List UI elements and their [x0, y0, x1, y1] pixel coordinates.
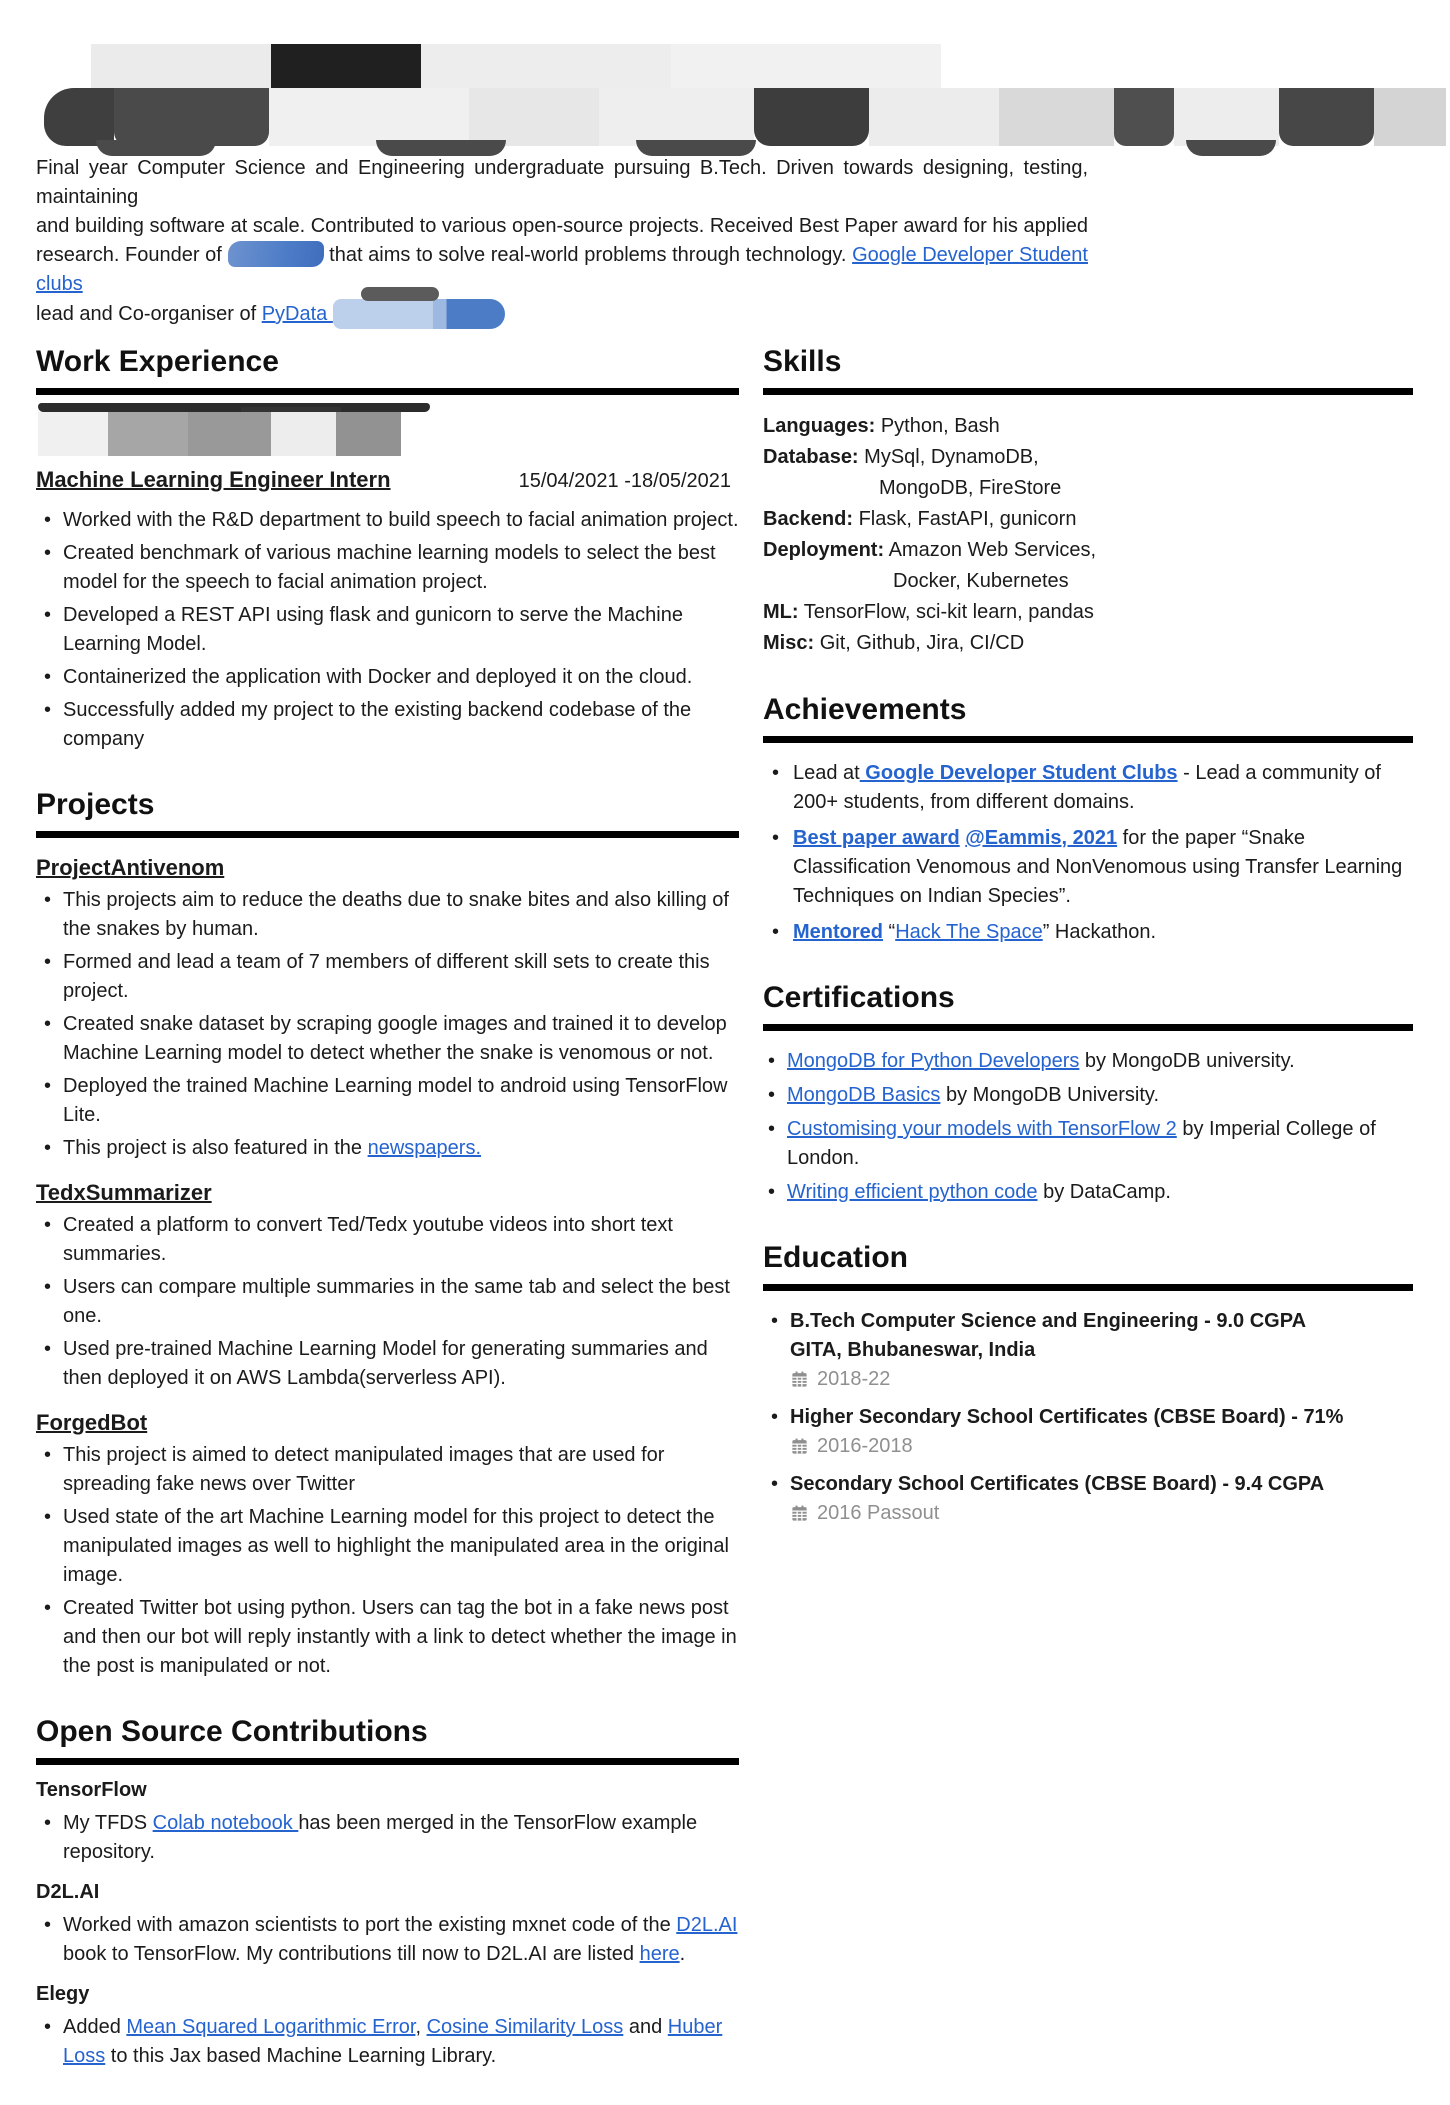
skill-value: TensorFlow, sci-kit learn, pandas: [803, 601, 1094, 623]
redacted-block: [999, 88, 1114, 146]
bullet-item: [763, 1081, 1413, 1110]
text-run: Lead at: [793, 762, 860, 784]
text-run: for the paper “Snake Classification Venomous and NonVenomous using Transfer Learning Techniques on Indian Species”.: [793, 827, 1403, 907]
project-title: ProjectAntivenom: [36, 855, 225, 880]
link[interactable]: Cosine Similarity Loss: [426, 2016, 624, 2038]
redacted-block: [469, 88, 599, 146]
text-run: has been merged in the TensorFlow example repository.: [63, 1812, 698, 1863]
link[interactable]: Mean Squared Logarithmic Error: [126, 2016, 416, 2038]
bullet-item: • Worked with the R&D department to build speech to facial animation project.: [36, 506, 739, 535]
redacted-block: [1186, 140, 1276, 156]
work-experience-section: [36, 345, 739, 754]
redacted-block: [44, 88, 114, 146]
text-run: that aims to solve real-world problems through technology.: [323, 244, 853, 266]
certifications-list: [763, 1047, 1413, 1207]
project-bullet-list: [36, 1211, 739, 1393]
skill-value: MySql, DynamoDB,: [864, 446, 1039, 468]
bullet-item: • Created a platform to convert Ted/Tedx youtube videos into short text summaries.: [36, 1211, 739, 1269]
education-degree: • B.Tech Computer Science and Engineering - 9.0 CGPA: [790, 1310, 1307, 1332]
link[interactable]: Hack The Space: [895, 921, 1043, 943]
oss-project-name: D2L.AI: [36, 1881, 100, 1903]
summary-line: [36, 154, 1088, 212]
redacted-block: [1279, 88, 1374, 146]
section-rule: [36, 831, 739, 838]
section-rule: [763, 736, 1413, 743]
skill-row: [763, 535, 1413, 566]
left-column: [36, 345, 739, 2105]
link[interactable]: Google Developer Student clubs: [36, 244, 1088, 295]
text-run: by MongoDB University.: [940, 1084, 1159, 1106]
bullet-item: [36, 1809, 739, 1867]
link[interactable]: MongoDB for Python Developers: [787, 1050, 1080, 1072]
profile-summary: [36, 154, 1088, 329]
project-bullet-list: [36, 1441, 739, 1681]
redacted-block: [754, 88, 869, 146]
oss-bullet-list: [36, 2013, 739, 2071]
bullet-item: [763, 1047, 1413, 1076]
bullet-item: [763, 918, 1413, 947]
education-date-row: [790, 1499, 1413, 1528]
bullet-item: • Containerized the application with Docker and deployed it on the cloud.: [36, 663, 739, 692]
text-run: ,: [415, 2016, 427, 2038]
redacted-text: [228, 241, 324, 267]
certifications-section: [763, 981, 1413, 1207]
link[interactable]: Writing efficient python code: [787, 1181, 1038, 1203]
redacted-block: [38, 403, 430, 412]
skill-label: Backend:: [763, 508, 854, 530]
text-run: by Imperial College of London.: [787, 1118, 1376, 1169]
education-date-row: [790, 1365, 1413, 1394]
bullet-item: • Created benchmark of various machine learning models to select the best model for the speech to facial animation project.: [36, 539, 739, 597]
redacted-block: [636, 140, 756, 156]
section-rule: [763, 388, 1413, 395]
job-title: Machine Learning Engineer Intern: [36, 467, 391, 492]
redacted-block: [599, 88, 754, 146]
section-rule: [36, 388, 739, 395]
summary-line: [36, 299, 1088, 329]
work-bullet-list: [36, 506, 739, 754]
link[interactable]: MongoDB Basics: [787, 1084, 941, 1106]
achievements-section: [763, 693, 1413, 947]
section-title: Open Source Contributions: [36, 1715, 428, 1748]
link[interactable]: Mentored: [793, 921, 883, 943]
job-header: [36, 465, 739, 496]
skill-row: [763, 411, 1413, 442]
redacted-employer: [36, 403, 436, 457]
section-title: Certifications: [763, 981, 955, 1014]
project-forgedbot: [36, 1409, 739, 1681]
oss-elegy: [36, 1981, 739, 2071]
education-date: 2016-2018: [817, 1435, 913, 1457]
bullet-item: • This project is aimed to detect manipulated images that are used for spreading fake news over Twitter: [36, 1441, 739, 1499]
skill-label: Misc:: [763, 632, 815, 654]
skill-value: Flask, FastAPI, gunicorn: [858, 508, 1077, 530]
education-date: 2018-22: [817, 1368, 891, 1390]
text-run: “: [883, 921, 896, 943]
skill-label: ML:: [763, 601, 799, 623]
redacted-block: [96, 140, 216, 156]
text-run: Worked with amazon scientists to port the existing mxnet code of the: [63, 1914, 677, 1936]
redacted-block: [38, 412, 108, 456]
bullet-item: • This projects aim to reduce the deaths due to snake bites and also killing of the snakes by human.: [36, 886, 739, 944]
bullet-item: [763, 824, 1413, 911]
redacted-block: [108, 412, 188, 456]
link[interactable]: @Eammis, 2021: [965, 827, 1118, 849]
skill-label: Languages:: [763, 415, 876, 437]
text-run: by DataCamp.: [1037, 1181, 1171, 1203]
bullet-item: • Used pre-trained Machine Learning Model for generating summaries and then deployed it on AWS Lambda(serverless API).: [36, 1335, 739, 1393]
text-run: My TFDS: [63, 1812, 153, 1834]
redacted-block: [1114, 88, 1174, 146]
link[interactable]: Customising your models with TensorFlow 2: [787, 1118, 1177, 1140]
redacted-header: [36, 0, 1415, 150]
section-title: Education: [763, 1241, 909, 1274]
right-column: [763, 345, 1413, 1562]
skill-row: [763, 597, 1413, 628]
text-run: ” Hackathon.: [1042, 921, 1157, 943]
bullet-item: • Used state of the art Machine Learning model for this project to detect the manipulated images as well to highlight the manipulated area in the original image.: [36, 1503, 739, 1590]
link[interactable]: Google Developer Student Clubs: [859, 762, 1178, 784]
bullet-item: • Successfully added my project to the existing backend codebase of the company: [36, 696, 739, 754]
bullet-item: [36, 1134, 739, 1163]
text-run: and: [623, 2016, 668, 2038]
redacted-text: [333, 299, 505, 329]
summary-line: [36, 212, 1088, 241]
education-degree: • Higher Secondary School Certificates (CBSE Board) - 71%: [790, 1406, 1344, 1428]
project-title: ForgedBot: [36, 1410, 148, 1435]
text-run: and building software at scale. Contributed to various open-source projects. Received Best Paper award for his applied: [36, 215, 1088, 237]
redacted-block: [271, 412, 336, 456]
section-title: Achievements: [763, 693, 967, 726]
redacted-block: [114, 88, 269, 146]
oss-d2lai: [36, 1879, 739, 1969]
bullet-item: • Deployed the trained Machine Learning model to android using TensorFlow Lite.: [36, 1072, 739, 1130]
link[interactable]: Best paper award: [793, 827, 960, 849]
project-bullet-list: [36, 886, 739, 1163]
summary-line: [36, 241, 1088, 299]
bullet-item: [763, 1115, 1413, 1173]
skill-row: [763, 566, 1413, 597]
link[interactable]: here: [639, 1943, 680, 1965]
skill-row: [763, 504, 1413, 535]
section-rule: [763, 1284, 1413, 1291]
job-dates: 15/04/2021 -18/05/2021: [518, 470, 731, 492]
text-run: lead and Co-organiser of: [36, 303, 262, 325]
link[interactable]: PyData: [261, 303, 333, 325]
text-run: - Lead a community of 200+ students, from different domains.: [793, 762, 1381, 813]
open-source-section: [36, 1715, 739, 2071]
text-run: to this Jax based Machine Learning Library.: [105, 2045, 497, 2067]
redacted-block: [188, 412, 271, 456]
education-list: [763, 1307, 1413, 1528]
achievements-list: [763, 759, 1413, 947]
education-section: [763, 1241, 1413, 1528]
projects-section: [36, 788, 739, 1681]
oss-project-name: TensorFlow: [36, 1779, 147, 1801]
skill-row: [763, 628, 1413, 659]
bullet-item: [763, 759, 1413, 817]
oss-tensorflow: [36, 1777, 739, 1867]
calendar-icon: [790, 1504, 809, 1523]
redacted-block: [1374, 88, 1446, 146]
skill-value: Git, Github, Jira, CI/CD: [819, 632, 1025, 654]
calendar-icon: [790, 1370, 809, 1389]
redacted-block: [336, 412, 401, 456]
link[interactable]: Colab notebook: [152, 1812, 299, 1834]
skill-value: Python, Bash: [880, 415, 1000, 437]
text-run: by MongoDB university.: [1079, 1050, 1295, 1072]
education-school: GITA, Bhubaneswar, India: [790, 1339, 1036, 1361]
redacted-block: [869, 88, 999, 146]
skill-row: [763, 442, 1413, 473]
bullet-item: [36, 1911, 739, 1969]
bullet-item: • Users can compare multiple summaries in the same tab and select the best one.: [36, 1273, 739, 1331]
redacted-block: [1174, 88, 1279, 146]
section-title: Projects: [36, 788, 155, 821]
bullet-item: • Created snake dataset by scraping google images and trained it to develop Machine Learning model to detect whether the snake is venomous or not.: [36, 1010, 739, 1068]
education-entry: [763, 1403, 1413, 1461]
skill-label: Database:: [763, 446, 859, 468]
section-title: Skills: [763, 345, 842, 378]
skill-row: [763, 473, 1413, 504]
project-tedxsummarizer: [36, 1179, 739, 1393]
bullet-item: [763, 1178, 1413, 1207]
education-date: 2016 Passout: [817, 1502, 940, 1524]
section-title: Work Experience: [36, 345, 279, 378]
text-run: .: [679, 1943, 686, 1965]
bullet-item: • Formed and lead a team of 7 members of different skill sets to create this project.: [36, 948, 739, 1006]
text-run: This project is also featured in the: [63, 1137, 368, 1159]
bullet-item: • Developed a REST API using flask and gunicorn to serve the Machine Learning Model.: [36, 601, 739, 659]
education-date-row: [790, 1432, 1413, 1461]
section-rule: [763, 1024, 1413, 1031]
link[interactable]: newspapers.: [367, 1137, 482, 1159]
section-rule: [36, 1758, 739, 1765]
oss-project-name: Elegy: [36, 1983, 90, 2005]
skills-section: [763, 345, 1413, 659]
calendar-icon: [790, 1437, 809, 1456]
oss-bullet-list: [36, 1911, 739, 1969]
oss-bullet-list: [36, 1809, 739, 1867]
link[interactable]: Huber Loss: [63, 2016, 723, 2067]
education-degree: • Secondary School Certificates (CBSE Board) - 9.4 CGPA: [790, 1473, 1325, 1495]
link[interactable]: D2L.AI: [676, 1914, 738, 1936]
skill-value: Docker, Kubernetes: [893, 570, 1069, 592]
skill-label: Deployment:: [763, 539, 885, 561]
bullet-item: • Created Twitter bot using python. Users can tag the bot in a fake news post and then our bot will reply instantly with a link to detect whether the image in the post is manipulated or not.: [36, 1594, 739, 1681]
redacted-block: [269, 88, 469, 146]
text-run: book to TensorFlow. My contributions till now to D2L.AI are listed: [63, 1943, 640, 1965]
project-title: TedxSummarizer: [36, 1180, 212, 1205]
education-entry: [763, 1307, 1413, 1394]
redacted-block: [376, 140, 506, 156]
skill-value: Amazon Web Services,: [888, 539, 1097, 561]
skill-value: MongoDB, FireStore: [879, 477, 1062, 499]
bullet-item: [36, 2013, 739, 2071]
education-entry: [763, 1470, 1413, 1528]
text-run: Added: [63, 2016, 127, 2038]
skills-list: [763, 411, 1413, 659]
project-antivenom: [36, 854, 739, 1163]
text-run: research. Founder of: [36, 244, 228, 266]
text-run: Final year Computer Science and Engineering undergraduate pursuing B.Tech. Driven towards designing, testing, maintaining: [36, 157, 1088, 208]
